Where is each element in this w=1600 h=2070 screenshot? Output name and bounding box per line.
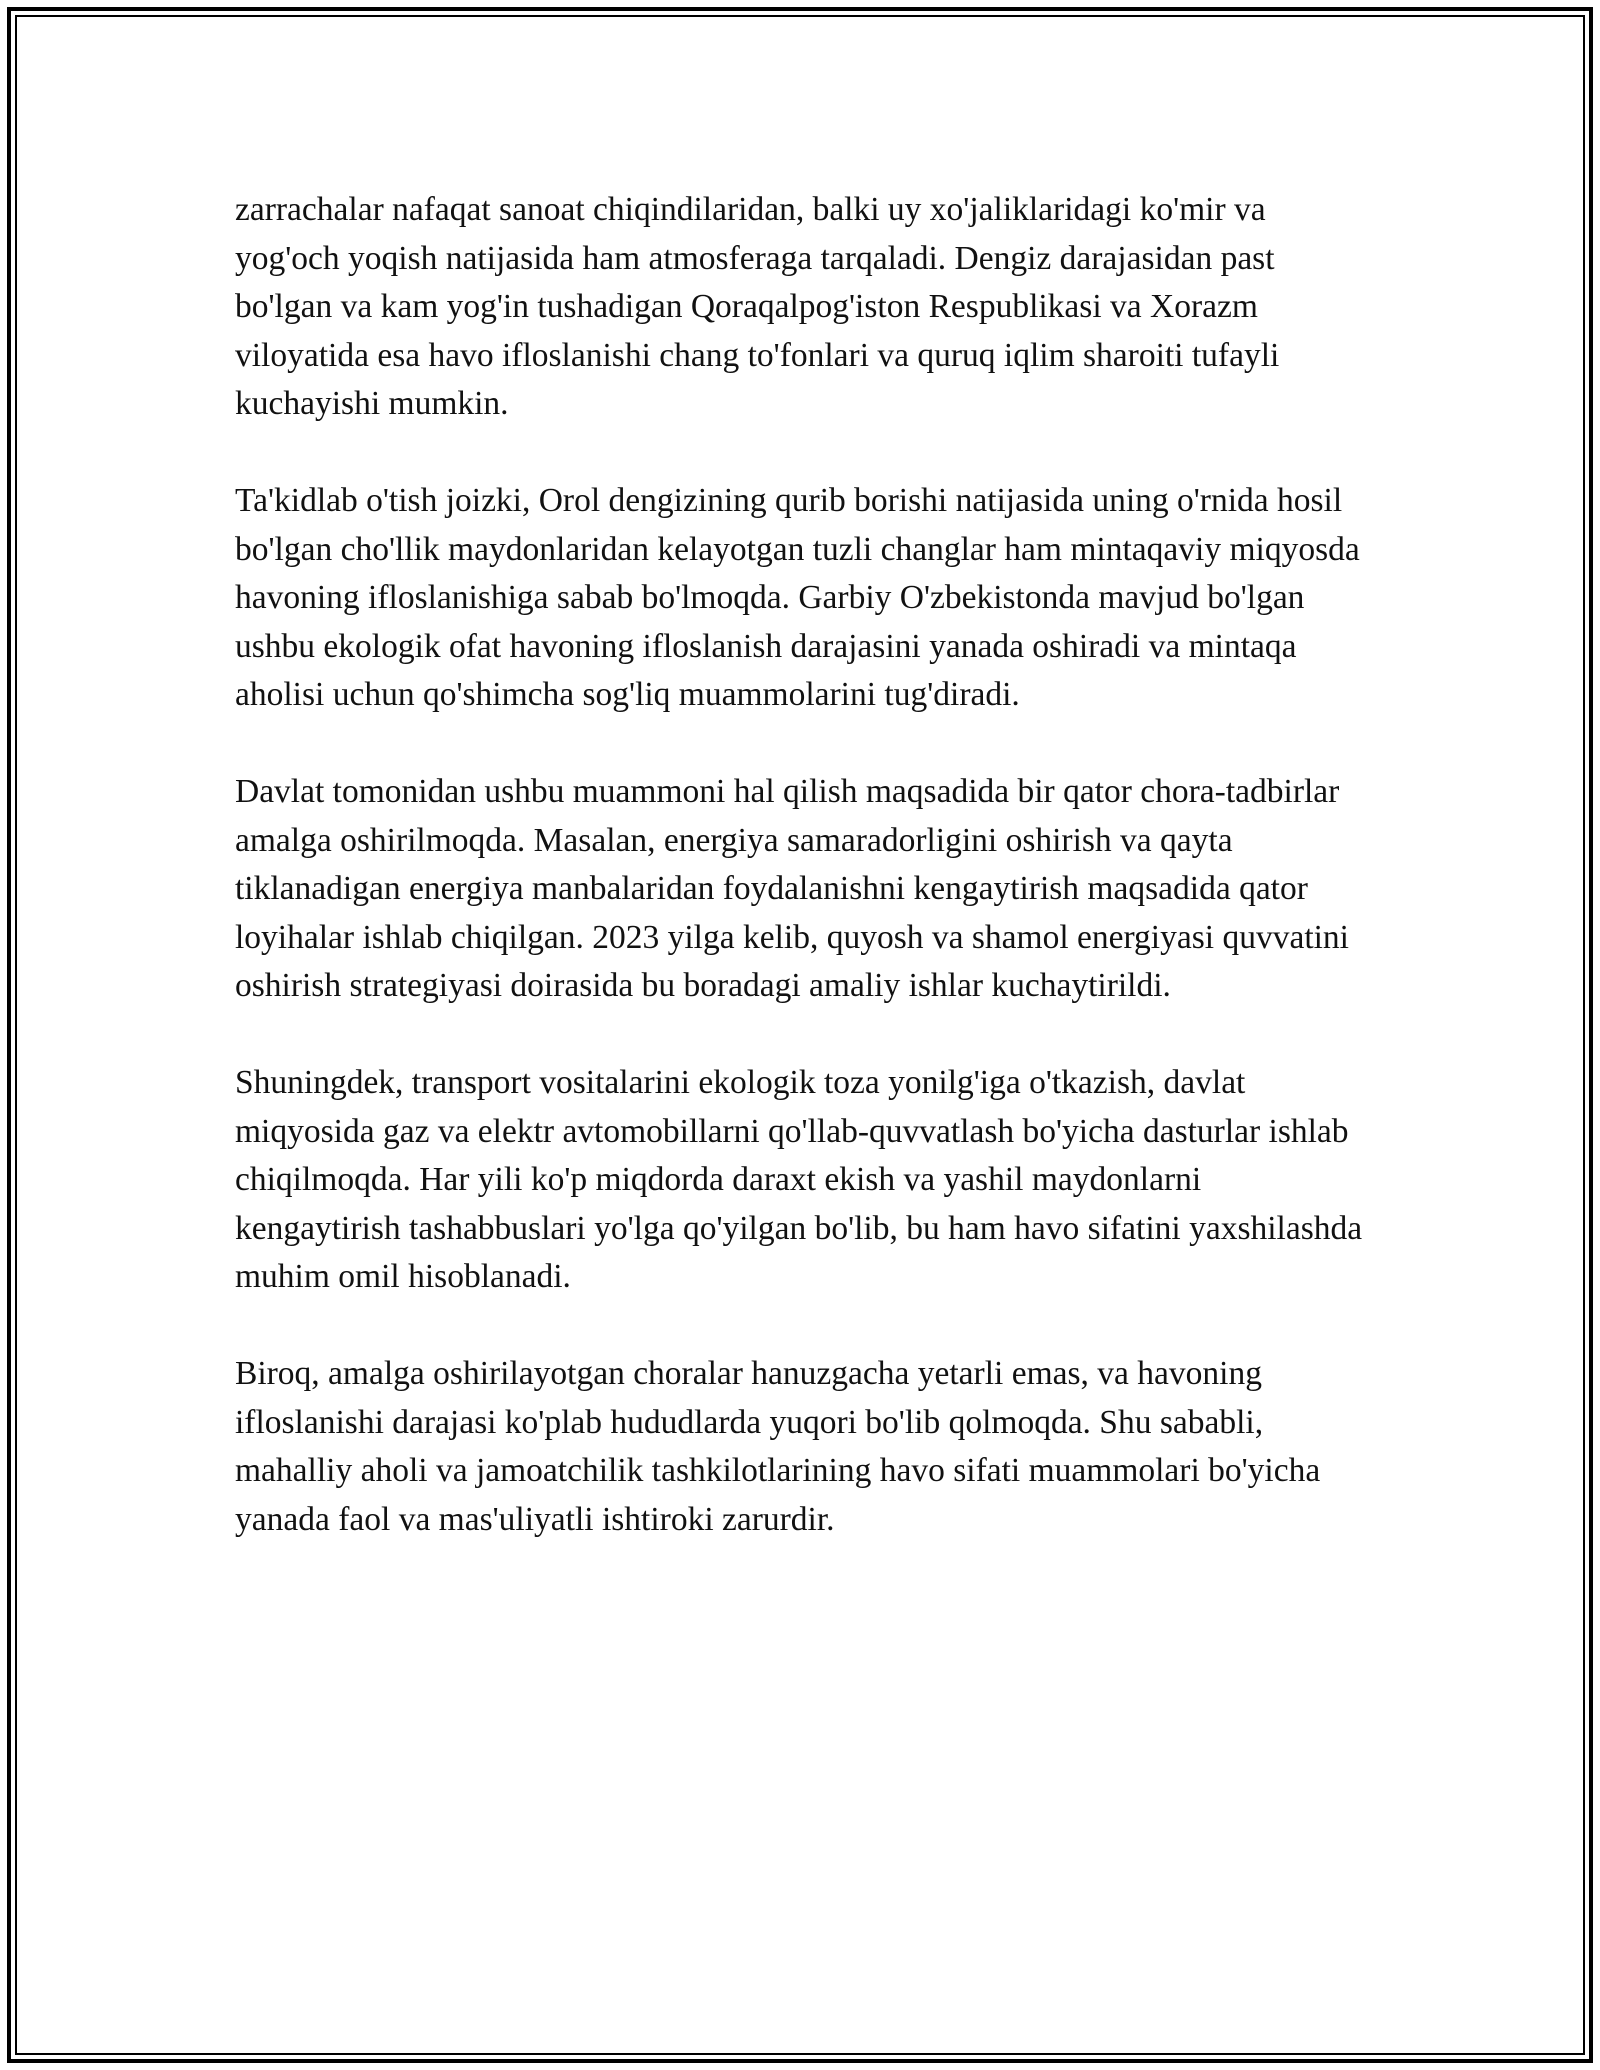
paragraph: Davlat tomonidan ushbu muammoni hal qilish maqsadida bir qator chora-tadbirlar amalga oshirilmoqda. Masalan, energiya samaradorligini oshirish va qayta tiklanadigan energiya manbalaridan foydalanishni kengaytirish maqsadida qator loyihalar ishlab chiqilgan. 2023 yilga kelib, quyosh va shamol energiyasi quvvatini oshirish strategiyasi doirasida bu boradagi amaliy ishlar kuchaytirildi. (235, 773, 1349, 1004)
paragraph: Shuningdek, transport vositalarini ekologik toza yonilg'iga o'tkazish, davlat miqyosida gaz va elektr avtomobillarni qo'llab-quvvatlash bo'yicha dasturlar ishlab chiqilmoqda. Har yili ko'p miqdorda daraxt ekish va yashil maydonlarni kengaytirish tashabbuslari yo'lga qo'yilgan bo'lib, bu ham havo sifatini yaxshilashda muhim omil hisoblanadi. (235, 1064, 1363, 1295)
document-body (235, 186, 1370, 1593)
paragraph: Ta'kidlab o'tish joizki, Orol dengizining qurib borishi natijasida uning o'rnida hosil bo'lgan cho'llik maydonlaridan kelayotgan tuzli changlar ham mintaqaviy miqyosda havoning ifloslanishiga sabab bo'lmoqda. Garbiy O'zbekistonda mavjud bo'lgan ushbu ekologik ofat havoning ifloslanish darajasini yanada oshiradi va mintaqa aholisi uchun qo'shimcha sog'liq muammolarini tug'diradi. (235, 482, 1360, 713)
paragraph: Biroq, amalga oshirilayotgan choralar hanuzgacha yetarli emas, va havoning ifloslanishi darajasi ko'plab hududlarda yuqori bo'lib qolmoqda. Shu sababli, mahalliy aholi va jamoatchilik tashkilotlarining havo sifati muammolari bo'yicha yanada faol va mas'uliyatli ishtiroki zarurdir. (235, 1355, 1321, 1538)
paragraph: zarrachalar nafaqat sanoat chiqindilaridan, balki uy xo'jaliklaridagi ko'mir va yog'och yoqish natijasida ham atmosferaga tarqaladi. Dengiz darajasidan past bo'lgan va kam yog'in tushadigan Qoraqalpog'iston Respublikasi va Xorazm viloyatida esa havo ifloslanishi chang to'fonlari va quruq iqlim sharoiti tufayli kuchayishi mumkin. (235, 191, 1280, 422)
